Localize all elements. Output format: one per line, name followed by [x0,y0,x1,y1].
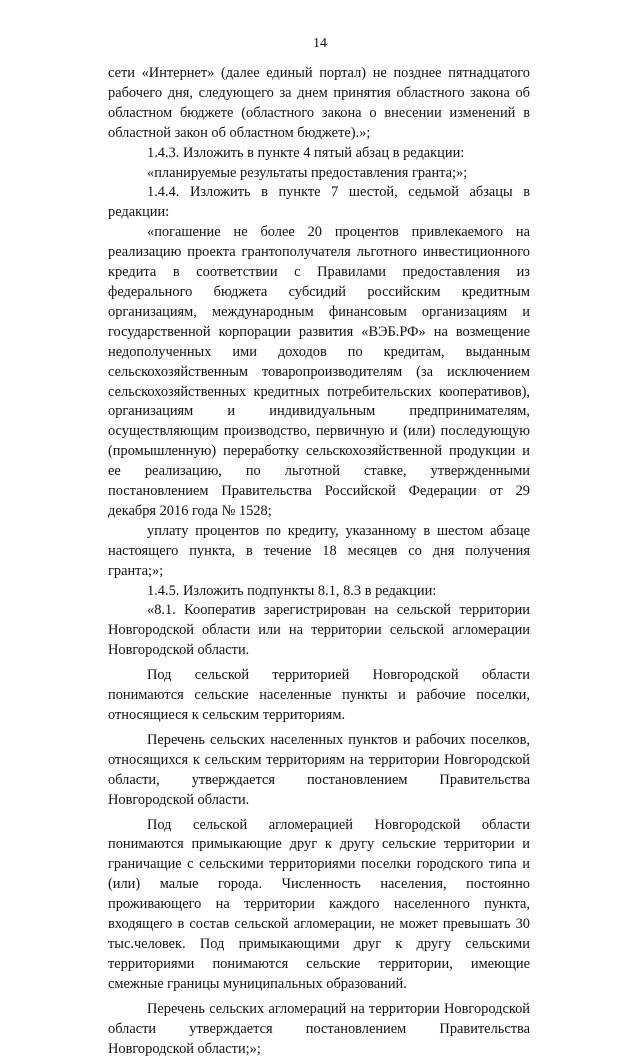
paragraph: «8.1. Кооператив зарегистрирован на сельской территории Новгородской области или на территории сельской агломерации Новгородской области. [108,602,530,659]
paragraph: сети «Интернет» (далее единый портал) не позднее пятнадцатого рабочего дня, следующего за днем принятия областного закона об областном бюджете (областного закона о внесении изменений в областной закон об областном бюджете).»; [108,65,530,141]
paragraph: «погашение не более 20 процентов привлекаемого на реализацию проекта грантополучателя льготного инвестиционного кредита в соответствии с Правилами предоставления из федерального бюджета субсидий российским кредитным организациям, международным финансовым организациям и государственной корпорации развития «ВЭБ.РФ» на возмещение недополученных ими доходов по кредитам, выданным сельскохозяйственным товаропроизводителям (за исключением сельскохозяйственных кредитных потребительских кооперативов), организациям и индивидуальным предпринимателям, осуществляющим производство, первичную и (или) последующую (промышленную) переработку сельскохозяйственной продукции и ее реализацию, по льготной ставке, утвержденными постановлением Правительства Российской Федерации от 29 декабря 2016 года № 1528; [108,224,530,519]
paragraph: 1.4.5. Изложить подпункты 8.1, 8.3 в редакции: [147,582,437,599]
paragraph: Перечень сельских населенных пунктов и рабочих поселков, относящихся к сельским территориям на территории Новгородской области, утверждается постановлением Правительства Новгородской области. [108,731,530,808]
paragraph: Перечень сельских агломераций на территории Новгородской области утверждается постановлением Правительства Новгородской области;»; [108,1000,530,1057]
paragraph: Под сельской территорией Новгородской области понимаются сельские населенные пункты и рабочие поселки, относящиеся к сельским территориям. [108,667,530,723]
document-body [108,64,530,1059]
paragraph: Под сельской агломерацией Новгородской области понимаются примыкающие друг к другу сельские территории и граничащие с сельскими территориями поселки городского типа и (или) малые города. Численность населения, постоянно проживающего на территории каждого населенного пункта, входящего в состав сельской агломерации, не может превышать 30 тыс.человек. Под примыкающими друг к другу сельскими территориями понимаются сельские территории, имеющие смежные границы муниципальных образований. [108,816,530,992]
paragraph: «планируемые результаты предоставления гранта;»; [147,164,468,181]
paragraph: 1.4.3. Изложить в пункте 4 пятый абзац в редакции: [147,144,465,161]
paragraph: уплату процентов по кредиту, указанному в шестом абзаце настоящего пункта, в течение 18 месяцев со дня получения гранта;»; [108,522,530,579]
page-number: 14 [313,36,327,51]
paragraph: 1.4.4. Изложить в пункте 7 шестой, седьмой абзацы в редакции: [108,184,530,221]
